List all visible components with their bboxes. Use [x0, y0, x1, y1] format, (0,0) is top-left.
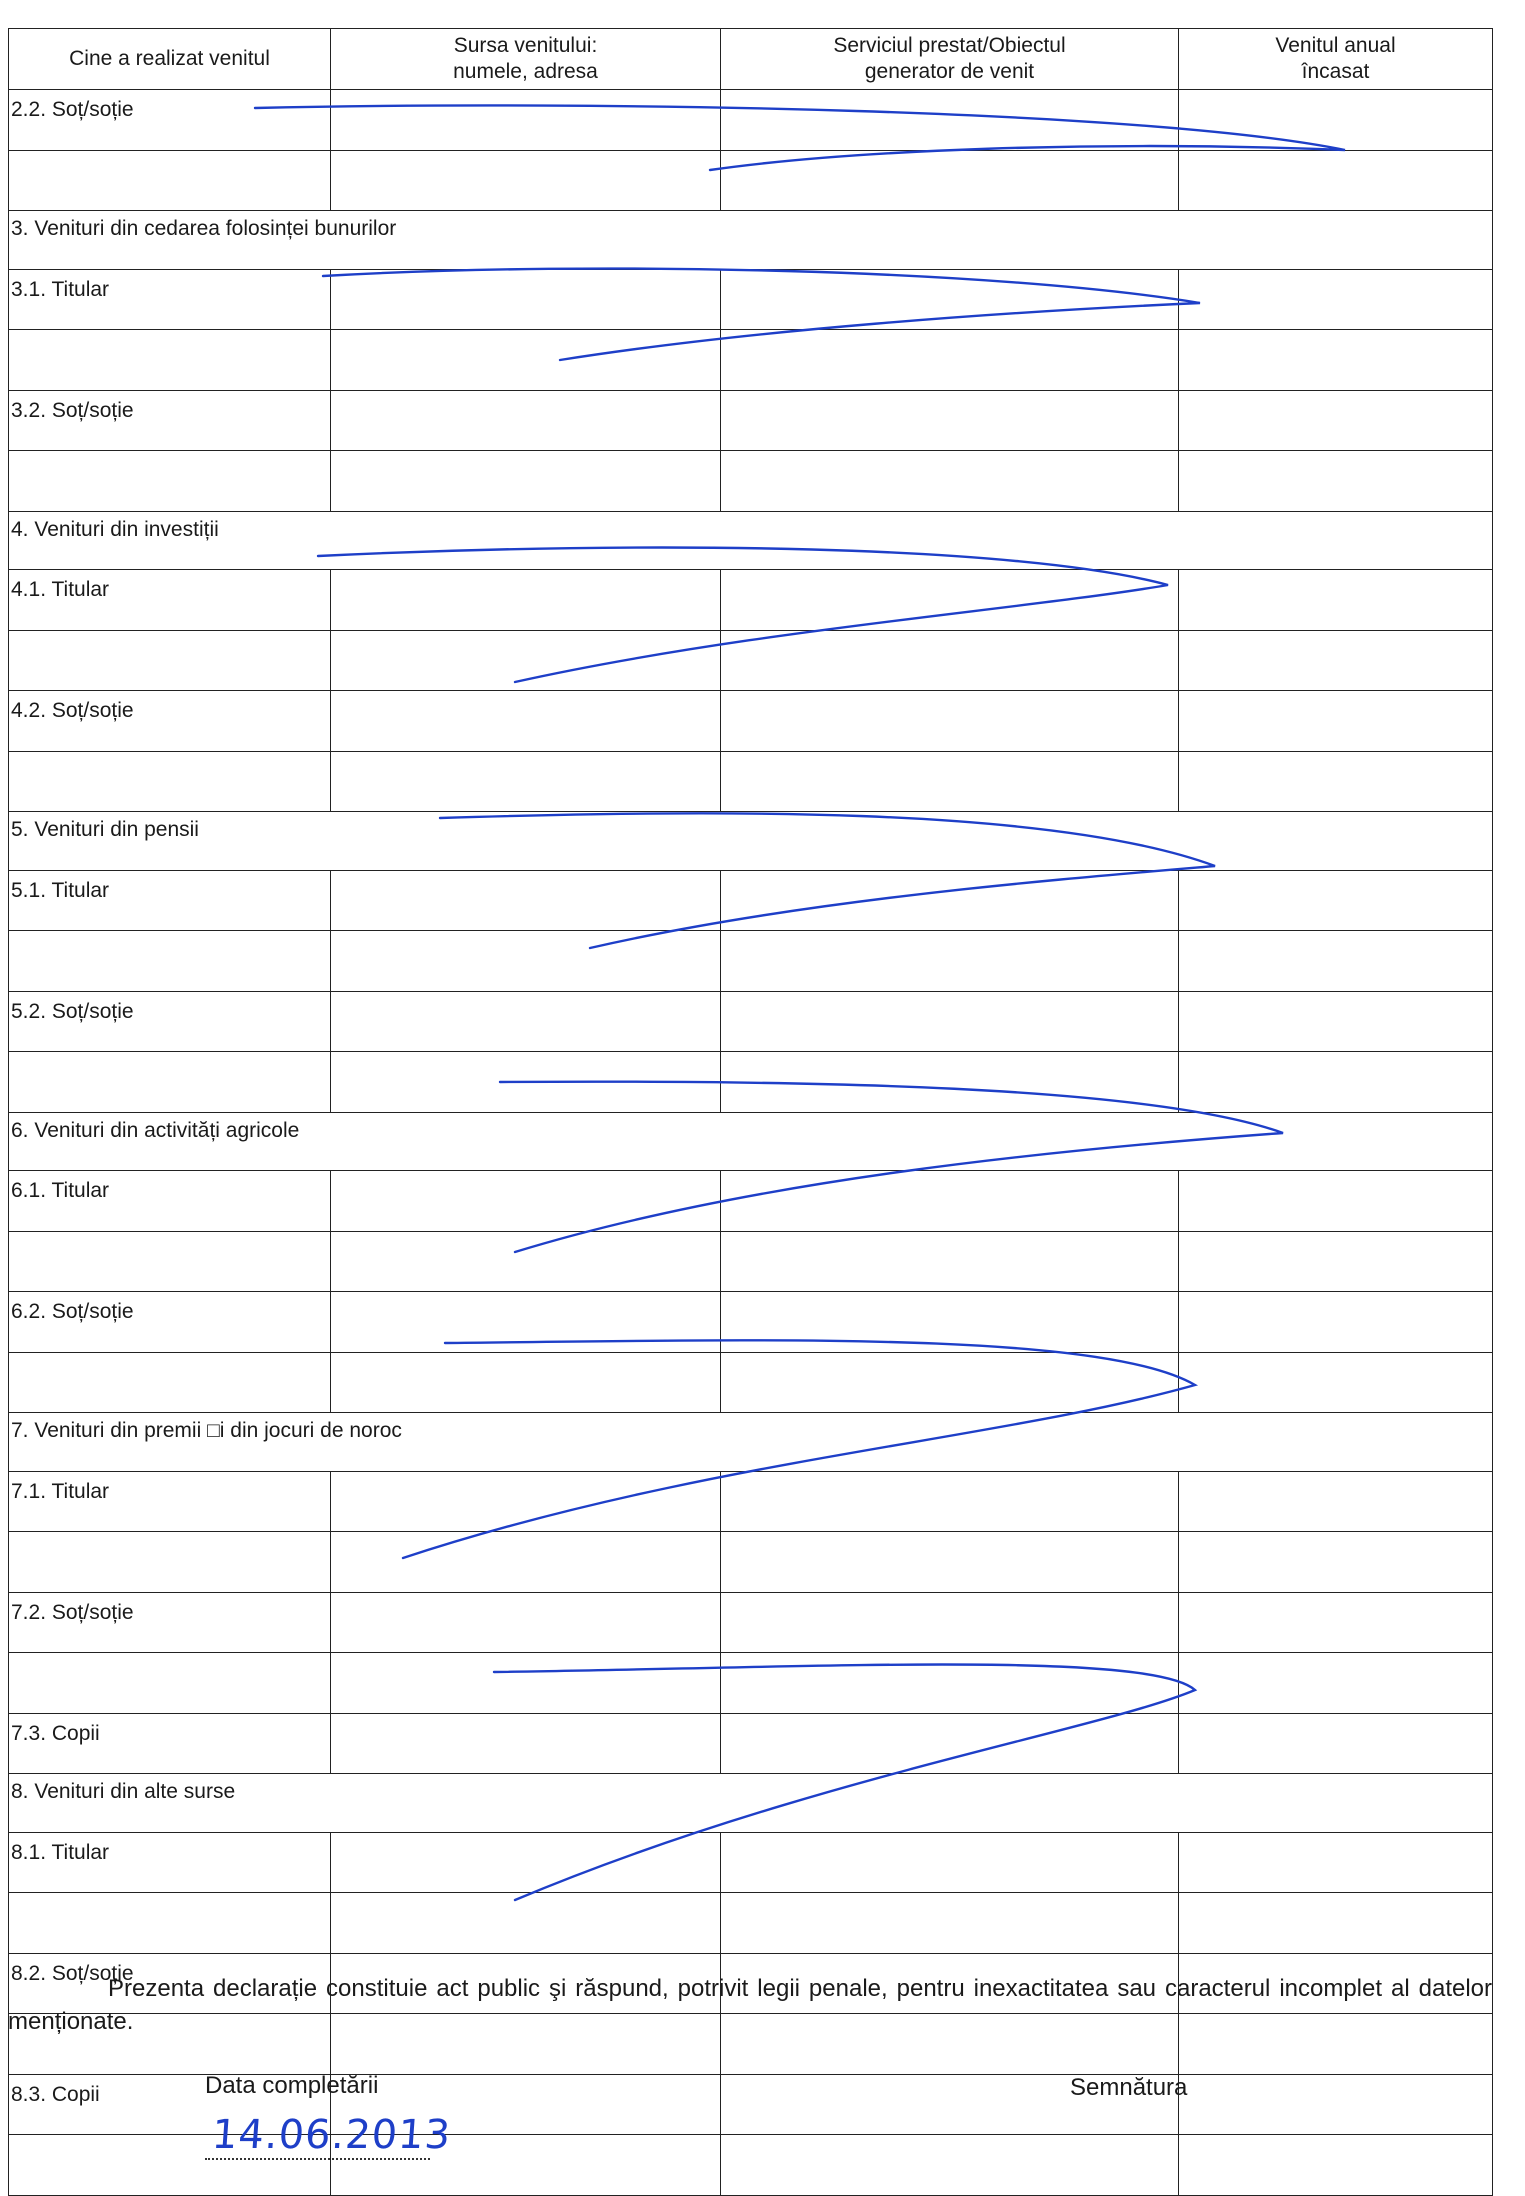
empty-cell [721, 991, 1179, 1052]
row-label: 5.1. Titular [9, 870, 331, 931]
section-title: 5. Venituri din pensii [9, 812, 1493, 871]
header-line: numele, adresa [453, 60, 598, 83]
date-dotted-line [205, 2158, 430, 2160]
empty-cell [331, 1471, 721, 1532]
empty-cell [1179, 1893, 1493, 1954]
empty-cell [331, 150, 721, 211]
row-label [9, 330, 331, 391]
table-row [9, 330, 1493, 391]
row-label [9, 931, 331, 992]
row-label [9, 1052, 331, 1113]
empty-cell [331, 1532, 721, 1593]
empty-cell [1179, 330, 1493, 391]
empty-cell [331, 991, 721, 1052]
row-label: 7.1. Titular [9, 1471, 331, 1532]
date-label: Data completării [205, 2072, 379, 2099]
empty-cell [721, 1471, 1179, 1532]
table-body [9, 90, 1493, 2196]
table-row [9, 630, 1493, 691]
row-label: 2.2. Soț/soție [9, 90, 331, 151]
row-label: 7.3. Copii [9, 1713, 331, 1774]
empty-cell [331, 1713, 721, 1774]
empty-cell [1179, 991, 1493, 1052]
section-title: 6. Venituri din activități agricole [9, 1112, 1493, 1171]
row-label [9, 1231, 331, 1292]
header-line: Serviciul prestat/Obiectul [833, 34, 1066, 57]
row-label [9, 751, 331, 812]
table-row [9, 570, 1493, 631]
table-row [9, 751, 1493, 812]
empty-cell [331, 1052, 721, 1113]
table-row [9, 1292, 1493, 1353]
empty-cell [331, 90, 721, 151]
empty-cell [331, 691, 721, 752]
empty-cell [331, 1592, 721, 1653]
section-row [9, 1774, 1493, 1833]
empty-cell [1179, 1171, 1493, 1232]
row-label: 8.2. Soț/soție [9, 1953, 331, 2014]
header-line: încasat [1301, 60, 1370, 83]
section-row [9, 1413, 1493, 1472]
table-row [9, 390, 1493, 451]
empty-cell [331, 330, 721, 391]
row-label [9, 1352, 331, 1413]
table-row [9, 870, 1493, 931]
table-row [9, 931, 1493, 992]
section-title: 7. Venituri din premii □i din jocuri de noroc [9, 1413, 1493, 1472]
table-row [9, 1832, 1493, 1893]
row-label [9, 630, 331, 691]
empty-cell [721, 2135, 1179, 2196]
empty-cell [1179, 931, 1493, 992]
section-title: 4. Venituri din investiții [9, 511, 1493, 570]
table-row [9, 1592, 1493, 1653]
empty-cell [721, 90, 1179, 151]
row-label: 3.1. Titular [9, 269, 331, 330]
table-row [9, 1352, 1493, 1413]
empty-cell [331, 751, 721, 812]
empty-cell [721, 751, 1179, 812]
empty-cell [1179, 2074, 1493, 2135]
empty-cell [1179, 1292, 1493, 1353]
table-row [9, 1893, 1493, 1954]
table-row [9, 1653, 1493, 1714]
income-table [8, 28, 1493, 2196]
empty-cell [1179, 1713, 1493, 1774]
empty-cell [721, 1592, 1179, 1653]
row-label: 6.1. Titular [9, 1171, 331, 1232]
empty-cell [331, 1352, 721, 1413]
table-row [9, 1231, 1493, 1292]
empty-cell [331, 390, 721, 451]
empty-cell [721, 870, 1179, 931]
empty-cell [331, 630, 721, 691]
empty-cell [721, 1713, 1179, 1774]
table-row [9, 1713, 1493, 1774]
header-annual-income [1179, 29, 1493, 90]
empty-cell [721, 1893, 1179, 1954]
empty-cell [1179, 90, 1493, 151]
empty-cell [331, 269, 721, 330]
row-label: 8.3. Copii [9, 2074, 331, 2135]
empty-cell [1179, 751, 1493, 812]
section-title: 8. Venituri din alte surse [9, 1774, 1493, 1833]
header-source [331, 29, 721, 90]
empty-cell [331, 570, 721, 631]
table-row [9, 1052, 1493, 1113]
empty-cell [331, 451, 721, 512]
empty-cell [721, 1832, 1179, 1893]
empty-cell [1179, 1352, 1493, 1413]
table-row [9, 991, 1493, 1052]
empty-cell [1179, 1832, 1493, 1893]
empty-cell [1179, 870, 1493, 931]
table-header-row [9, 29, 1493, 90]
legal-statement: Prezenta declarație constituie act public şi răspund, potrivit legii penale, pentru inexactitatea sau caracterul incomplet al datelor menționate. [8, 1975, 1492, 2035]
header-who [9, 29, 331, 90]
empty-cell [721, 150, 1179, 211]
empty-cell [1179, 1653, 1493, 1714]
table-row [9, 269, 1493, 330]
row-label: 5.2. Soț/soție [9, 991, 331, 1052]
empty-cell [721, 330, 1179, 391]
section-row [9, 1112, 1493, 1171]
header-line: Sursa venitului: [453, 34, 598, 57]
empty-cell [721, 390, 1179, 451]
row-label: 4.1. Titular [9, 570, 331, 631]
section-row [9, 812, 1493, 871]
handwritten-date: 14.06.2013 [210, 2112, 453, 2158]
row-label [9, 150, 331, 211]
table-row [9, 1532, 1493, 1593]
row-label: 4.2. Soț/soție [9, 691, 331, 752]
empty-cell [1179, 630, 1493, 691]
empty-cell [1179, 1052, 1493, 1113]
empty-cell [331, 1893, 721, 1954]
empty-cell [331, 1832, 721, 1893]
table-row [9, 451, 1493, 512]
header-line: Cine a realizat venitul [69, 47, 270, 70]
empty-cell [1179, 2135, 1493, 2196]
empty-cell [721, 1352, 1179, 1413]
section-row [9, 511, 1493, 570]
empty-cell [331, 1171, 721, 1232]
table-row [9, 1471, 1493, 1532]
row-label: 7.2. Soț/soție [9, 1592, 331, 1653]
empty-cell [721, 931, 1179, 992]
empty-cell [721, 1052, 1179, 1113]
empty-cell [331, 1231, 721, 1292]
empty-cell [331, 1653, 721, 1714]
empty-cell [331, 870, 721, 931]
section-title: 3. Venituri din cedarea folosinței bunurilor [9, 211, 1493, 270]
signature-label: Semnătura [1070, 2074, 1188, 2101]
empty-cell [721, 691, 1179, 752]
empty-cell [1179, 1231, 1493, 1292]
empty-cell [1179, 1471, 1493, 1532]
row-label [9, 1893, 331, 1954]
empty-cell [721, 451, 1179, 512]
empty-cell [1179, 1592, 1493, 1653]
header-line: Venitul anual [1275, 34, 1396, 57]
section-row [9, 211, 1493, 270]
empty-cell [1179, 691, 1493, 752]
table-row [9, 150, 1493, 211]
row-label [9, 1653, 331, 1714]
empty-cell [721, 1653, 1179, 1714]
empty-cell [331, 931, 721, 992]
table-row [9, 90, 1493, 151]
empty-cell [721, 1532, 1179, 1593]
header-service [721, 29, 1179, 90]
empty-cell [721, 1231, 1179, 1292]
empty-cell [1179, 390, 1493, 451]
empty-cell [1179, 1532, 1493, 1593]
empty-cell [331, 1292, 721, 1353]
row-label [9, 451, 331, 512]
header-line: generator de venit [864, 60, 1035, 83]
row-label: 6.2. Soț/soție [9, 1292, 331, 1353]
empty-cell [721, 1292, 1179, 1353]
empty-cell [1179, 269, 1493, 330]
empty-cell [721, 630, 1179, 691]
empty-cell [1179, 451, 1493, 512]
empty-cell [721, 269, 1179, 330]
empty-cell [721, 570, 1179, 631]
table-row [9, 1171, 1493, 1232]
empty-cell [721, 1171, 1179, 1232]
empty-cell [1179, 150, 1493, 211]
row-label: 3.2. Soț/soție [9, 390, 331, 451]
table-row [9, 691, 1493, 752]
empty-cell [1179, 570, 1493, 631]
row-label [9, 1532, 331, 1593]
row-label: 8.1. Titular [9, 1832, 331, 1893]
